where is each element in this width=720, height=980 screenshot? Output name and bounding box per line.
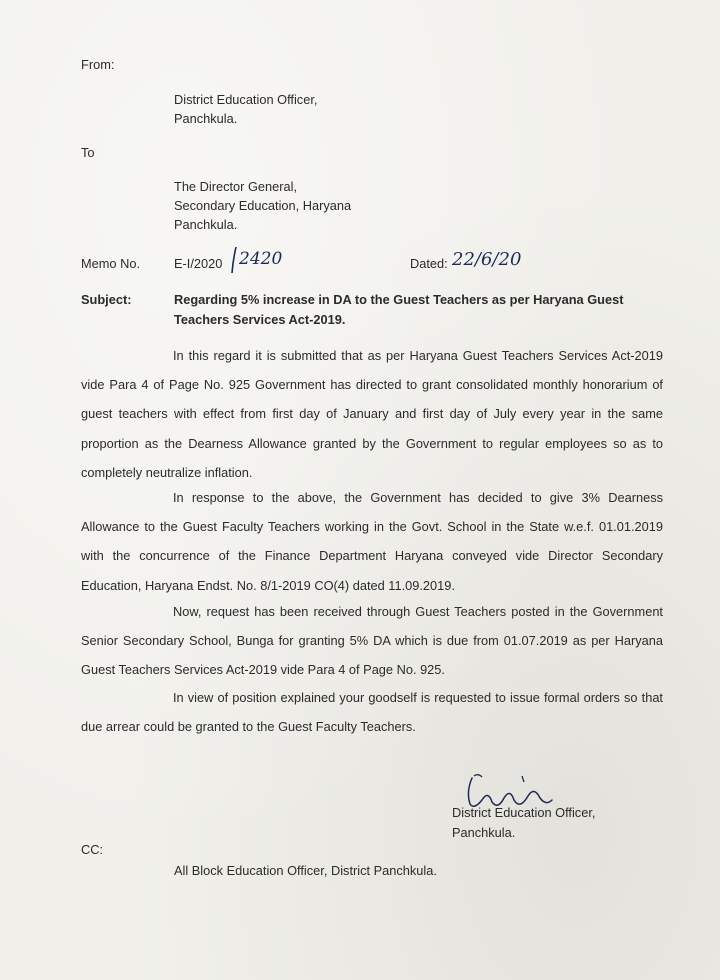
to-line-2: Secondary Education, Haryana (174, 198, 352, 213)
memo-label: Memo No. (81, 256, 141, 271)
dated-handwritten: 22/6/20 (452, 249, 522, 270)
cc-recipient: All Block Education Officer, District Panchkula. (174, 863, 437, 878)
body-paragraph-4: In view of position explained your goodself is requested to issue formal orders so that due arrear could be granted to the Guest Faculty Teachers. (81, 690, 663, 735)
to-line-1: The Director General, (174, 179, 298, 194)
body-paragraph-1: In this regard it is submitted that as per Haryana Guest Teachers Services Act-2019 vide Para 4 of Page No. 925 Government has directed to grant consolidated monthly honorarium of guest teachers with effect from first day of January and first day of July every year in the same proportion as the Dearness Allowance granted by the Government to regular employees so as to completely neutralize inflation. (81, 348, 663, 480)
to-label: To (81, 145, 95, 160)
signature-designation: District Education Officer, (452, 805, 596, 820)
body-paragraph-2: In response to the above, the Government has decided to give 3% Dearness Allowance to the Guest Faculty Teachers working in the Govt. School in the State w.e.f. 01.01.2019 with the concurrence of the Finance Department Haryana conveyed vide Director Secondary Education, Haryana Endst. No. 8/1-2019 CO(4) dated 11.09.2019. (81, 490, 663, 593)
dated-label: Dated: (410, 256, 448, 271)
from-label: From: (81, 57, 115, 72)
cc-label: CC: (81, 842, 104, 857)
memo-number: E-I/2020 (174, 256, 223, 271)
signature-place: Panchkula. (452, 825, 516, 840)
subject-line-2: Teachers Services Act-2019. (174, 312, 346, 327)
memo-slash-mark (230, 246, 238, 274)
to-line-3: Panchkula. (174, 217, 238, 232)
memo-handwritten-number: 2420 (239, 249, 283, 269)
from-line-2: Panchkula. (174, 111, 238, 126)
subject-label: Subject: (81, 292, 132, 307)
body-paragraph-3: Now, request has been received through Guest Teachers posted in the Government Senior Secondary School, Bunga for granting 5% DA which is due from 01.07.2019 as per Haryana Guest Teachers Services Act-2019 vide Para 4 of Page No. 925. (81, 604, 663, 678)
subject-line-1: Regarding 5% increase in DA to the Guest Teachers as per Haryana Guest (174, 292, 624, 307)
from-line-1: District Education Officer, (174, 92, 318, 107)
